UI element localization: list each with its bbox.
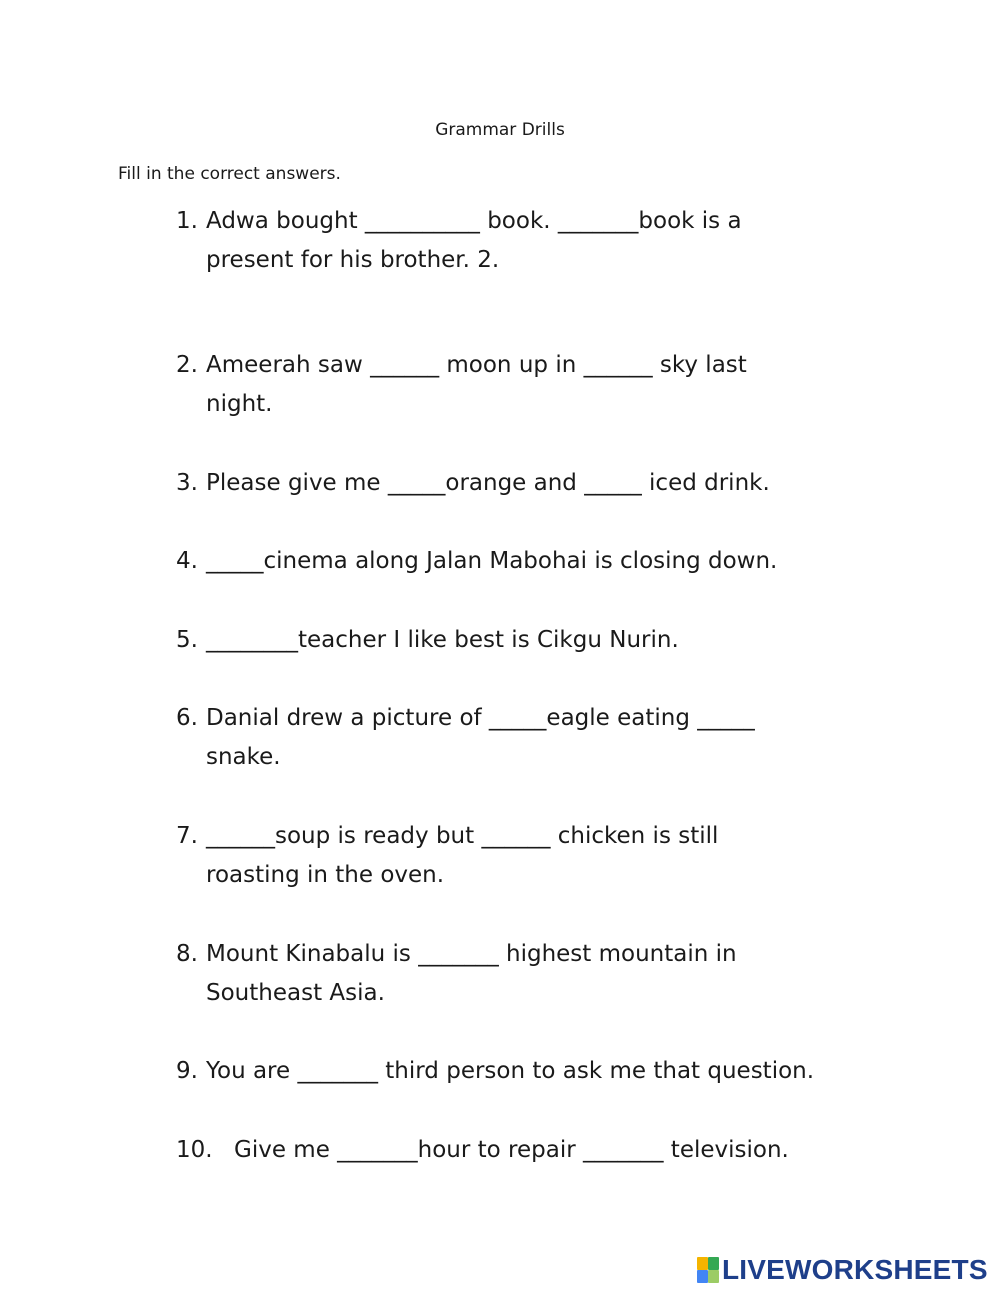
question-4 <box>176 542 777 581</box>
question-2 <box>176 346 747 424</box>
question-8 <box>176 935 737 1013</box>
logo-icon-block <box>708 1270 719 1283</box>
question-text-continued: present for his brother. 2. <box>206 247 500 273</box>
question-text-continued: roasting in the oven. <box>206 862 445 888</box>
logo-icon-block <box>697 1257 708 1270</box>
question-text: Ameerah saw ______ moon up in ______ sky last <box>206 352 747 378</box>
question-number: 5. <box>176 627 198 653</box>
question-text: Danial drew a picture of _____eagle eating _____ <box>206 705 755 731</box>
question-text: You are _______ third person to ask me that question. <box>206 1058 815 1084</box>
question-6 <box>176 699 755 777</box>
liveworksheets-logo[interactable] <box>697 1255 988 1285</box>
question-text: _____cinema along Jalan Mabohai is closing down. <box>206 548 778 574</box>
question-10 <box>176 1131 789 1170</box>
question-number: 3. <box>176 470 198 496</box>
question-text-continued: Southeast Asia. <box>206 980 385 1006</box>
logo-icon-block <box>708 1257 719 1270</box>
question-text: Give me _______hour to repair _______ television. <box>234 1137 789 1163</box>
question-text: Mount Kinabalu is _______ highest mountain in <box>206 941 737 967</box>
question-text: ______soup is ready but ______ chicken is still <box>206 823 719 849</box>
question-number: 7. <box>176 823 198 849</box>
question-9 <box>176 1052 814 1091</box>
logo-icon-block <box>697 1270 708 1283</box>
question-5 <box>176 621 679 660</box>
question-1 <box>176 202 742 280</box>
instructions: Fill in the correct answers. <box>118 164 341 184</box>
question-number: 2. <box>176 352 198 378</box>
question-text: Please give me _____orange and _____ iced drink. <box>206 470 770 496</box>
question-text: ________teacher I like best is Cikgu Nurin. <box>206 627 679 653</box>
question-text-continued: night. <box>206 391 273 417</box>
page-title: Grammar Drills <box>435 120 565 140</box>
question-number: 6. <box>176 705 198 731</box>
question-number: 8. <box>176 941 198 967</box>
question-text-continued: snake. <box>206 744 281 770</box>
liveworksheets-logo-text: LIVEWORKSHEETS <box>722 1254 988 1285</box>
question-text: Adwa bought __________ book. _______book is a <box>206 208 742 234</box>
question-number: 10. <box>176 1137 213 1163</box>
question-number: 4. <box>176 548 198 574</box>
liveworksheets-logo-icon <box>697 1257 719 1283</box>
question-number: 9. <box>176 1058 198 1084</box>
question-7 <box>176 817 718 895</box>
question-number: 1. <box>176 208 198 234</box>
question-3 <box>176 464 770 503</box>
